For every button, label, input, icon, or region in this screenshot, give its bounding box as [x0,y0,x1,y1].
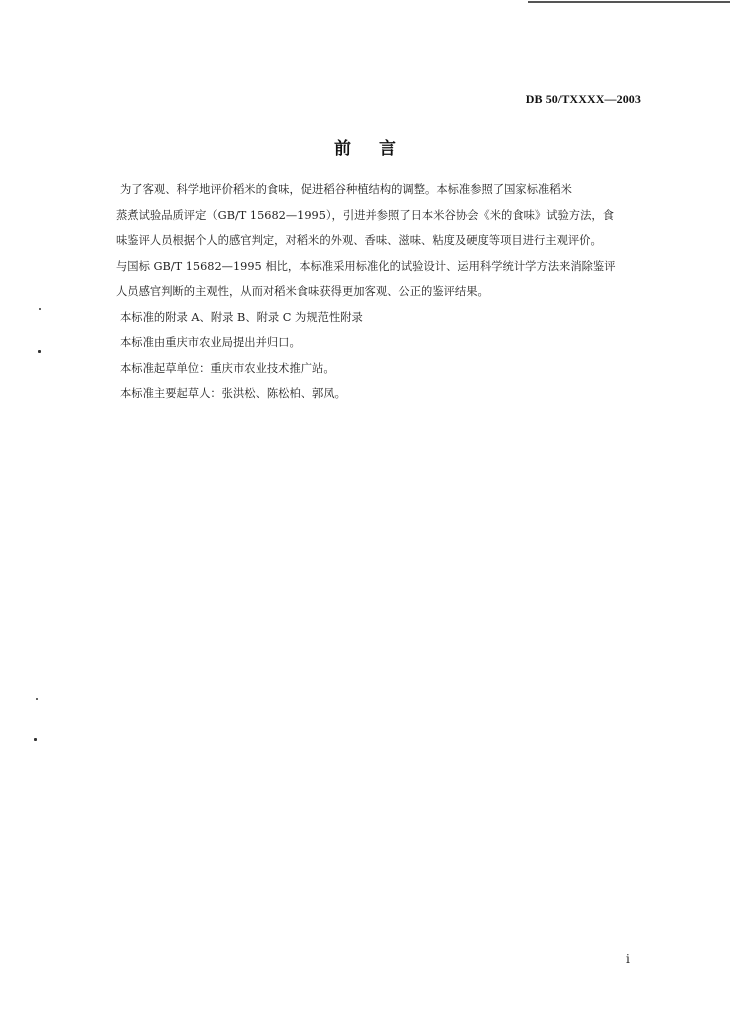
foreword-paragraph-1 [116,177,640,305]
page-number: i [626,952,630,966]
paragraph-line: 本标准主要起草人：张洪松、陈松柏、郭凤。 [120,387,346,400]
foreword-paragraph-4 [120,356,640,382]
foreword-paragraph-3 [120,330,640,356]
scan-speck [36,698,38,700]
scan-edge-rule [528,1,730,3]
page-title: 前言 [334,139,424,159]
paragraph-line: 与国标 GB/T 15682—1995 相比，本标准采用标准化的试验设计、运用科学统计学方法来消除鉴评 [116,259,616,273]
paragraph-line: 本标准由重庆市农业局提出并归口。 [120,336,301,349]
foreword-paragraph-5 [120,381,640,407]
scan-speck [34,738,37,741]
foreword-paragraph-2 [120,305,640,331]
scan-speck [38,350,41,353]
foreword-body [116,177,640,407]
paragraph-line: 味鉴评人员根据个人的感官判定，对稻米的外观、香味、滋味、粘度及硬度等项目进行主观评价。 [116,234,602,247]
scan-speck [39,308,41,310]
document-number: DB 50/TXXXX—2003 [525,92,641,106]
paragraph-line: 为了客观、科学地评价稻米的食味，促进稻谷种植结构的调整。本标准参照了国家标准稻米 [120,183,572,196]
paragraph-line: 本标准的附录 A、附录 B、附录 C 为规范性附录 [120,310,363,324]
paragraph-line: 人员感官判断的主观性，从而对稻米食味获得更加客观、公正的鉴评结果。 [116,285,489,298]
paragraph-line: 蒸煮试验品质评定（GB/T 15682—1995），引进并参照了日本米谷协会《米的食味》试验方法，食 [116,208,614,222]
paragraph-line: 本标准起草单位：重庆市农业技术推广站。 [120,361,335,375]
